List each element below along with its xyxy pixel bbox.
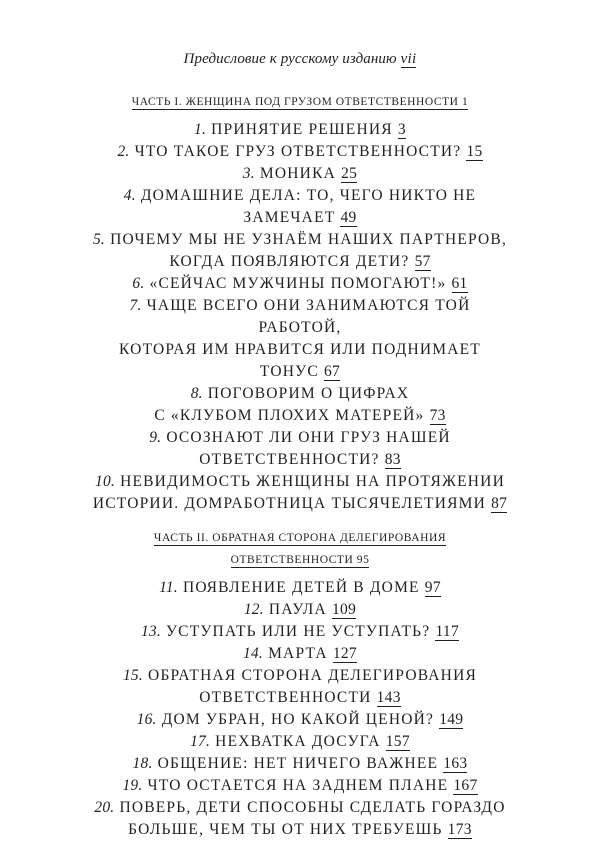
- chapter-page-number[interactable]: 127: [332, 645, 357, 662]
- chapter-title-text: ДОМАШНИЕ ДЕЛА: ТО, ЧЕГО НИКТО НЕ ЗАМЕЧАЕТ: [140, 187, 477, 226]
- chapter-title-text: ПОГОВОРИМ О ЦИФРАХ: [207, 385, 410, 402]
- chapter-entry[interactable]: [94, 577, 505, 599]
- chapter-title-line: [90, 383, 510, 405]
- chapter-title-line: [90, 141, 510, 163]
- chapter-entry[interactable]: [90, 229, 510, 273]
- chapter-title-text: ОТВЕТСТВЕННОСТИ?: [199, 451, 380, 468]
- chapter-title-line: [90, 229, 510, 251]
- part-2-title: ЧАСТЬ II. ОБРАТНАЯ СТОРОНА ДЕЛЕГИРОВАНИЯ ОТВЕТСТВЕННОСТИ: [153, 532, 447, 566]
- chapter-title-line: [94, 599, 505, 621]
- chapter-title-text: ПОЯВЛЕНИЕ ДЕТЕЙ В ДОМЕ: [182, 579, 420, 596]
- chapter-entry[interactable]: [94, 753, 505, 775]
- chapter-title-text: ОБРАТНАЯ СТОРОНА ДЕЛЕГИРОВАНИЯ: [148, 667, 477, 684]
- chapter-entry[interactable]: [90, 141, 510, 163]
- chapter-number: 3.: [242, 165, 255, 182]
- chapter-title-text: НЕХВАТКА ДОСУГА: [215, 733, 381, 750]
- chapter-title-line: [94, 753, 505, 775]
- chapter-title-line: [94, 621, 505, 643]
- chapter-number: 10.: [95, 473, 115, 490]
- chapter-title-line: [94, 709, 505, 731]
- chapter-entry[interactable]: [94, 643, 505, 665]
- chapter-title-line: [94, 775, 505, 797]
- chapter-title-line: [94, 687, 505, 709]
- chapter-entry[interactable]: [90, 427, 510, 471]
- chapter-entry[interactable]: [90, 471, 510, 515]
- chapter-number: 7.: [129, 297, 142, 314]
- chapter-title-text: ОТВЕТСТВЕННОСТИ: [199, 689, 372, 706]
- chapter-page-number[interactable]: 25: [341, 165, 358, 182]
- chapter-title-text: ПОВЕРЬ, ДЕТИ СПОСОБНЫ СДЕЛАТЬ ГОРАЗДО: [119, 799, 506, 816]
- chapter-page-number[interactable]: 73: [429, 407, 446, 424]
- chapter-title-line: [90, 427, 510, 449]
- chapter-entry[interactable]: [90, 295, 510, 383]
- chapter-page-number[interactable]: 117: [435, 623, 460, 640]
- chapter-entry[interactable]: [90, 163, 510, 185]
- chapter-number: 11.: [159, 579, 178, 596]
- chapter-page-number[interactable]: 149: [439, 711, 464, 728]
- chapter-number: 1.: [194, 121, 207, 138]
- chapter-title-text: КОТОРАЯ ИМ НРАВИТСЯ ИЛИ ПОДНИМАЕТ ТОНУС: [119, 341, 481, 380]
- chapter-page-number[interactable]: 61: [451, 275, 468, 292]
- preface-entry[interactable]: [184, 49, 417, 69]
- chapter-title-text: ИСТОРИИ. ДОМРАБОТНИЦА ТЫСЯЧЕЛЕТИЯМИ: [92, 495, 486, 512]
- chapter-title-line: [90, 251, 510, 273]
- chapter-title-line: [90, 405, 510, 427]
- chapter-title-line: [90, 295, 510, 339]
- chapter-title-line: [90, 471, 510, 493]
- chapter-entry[interactable]: [90, 383, 510, 427]
- chapter-page-number[interactable]: 3: [397, 121, 406, 138]
- chapter-title-text: ПОЧЕМУ МЫ НЕ УЗНАЁМ НАШИХ ПАРТНЕРОВ,: [110, 231, 508, 248]
- chapter-title-line: [90, 273, 510, 295]
- part-1-heading[interactable]: [132, 91, 469, 113]
- chapter-title-text: ОБЩЕНИЕ: НЕТ НИЧЕГО ВАЖНЕЕ: [157, 755, 439, 772]
- chapter-title-text: МОНИКА: [259, 165, 337, 182]
- chapter-page-number[interactable]: 109: [331, 601, 357, 618]
- part-2-heading[interactable]: [120, 527, 480, 571]
- part-1-chapter-list: [90, 119, 510, 515]
- chapter-title-text: С «КЛУБОМ ПЛОХИХ МАТЕРЕЙ»: [154, 407, 425, 424]
- preface-page-number[interactable]: vii: [400, 51, 417, 67]
- chapter-entry[interactable]: [94, 665, 505, 709]
- chapter-title-text: ЧАЩЕ ВСЕГО ОНИ ЗАНИМАЮТСЯ ТОЙ РАБОТОЙ,: [146, 297, 471, 336]
- part-1-page-number[interactable]: 1: [461, 96, 469, 108]
- chapter-title-line: [90, 449, 510, 471]
- chapter-page-number[interactable]: 163: [443, 755, 468, 772]
- chapter-entry[interactable]: [94, 599, 505, 621]
- chapter-page-number[interactable]: 83: [384, 451, 401, 468]
- chapter-title-line: [90, 339, 510, 383]
- chapter-page-number[interactable]: 15: [466, 143, 483, 160]
- chapter-number: 16.: [136, 711, 157, 728]
- chapter-page-number[interactable]: 173: [447, 821, 472, 838]
- chapter-title-line: [90, 493, 510, 515]
- chapter-title-text: БОЛЬШЕ, ЧЕМ ТЫ ОТ НИХ ТРЕБУЕШЬ: [128, 821, 443, 838]
- chapter-title-text: ПРИНЯТИЕ РЕШЕНИЯ: [211, 121, 393, 138]
- chapter-title-text: ОСОЗНАЮТ ЛИ ОНИ ГРУЗ НАШЕЙ: [166, 429, 451, 446]
- preface-label: Предисловие к русскому изданию: [183, 51, 397, 67]
- chapter-page-number[interactable]: 67: [323, 363, 341, 380]
- chapter-page-number[interactable]: 143: [376, 689, 401, 706]
- chapter-number: 14.: [243, 645, 263, 662]
- part-1-title: ЧАСТЬ I. ЖЕНЩИНА ПОД ГРУЗОМ ОТВЕТСТВЕННОСТИ: [131, 96, 459, 108]
- chapter-number: 6.: [132, 275, 145, 292]
- chapter-entry[interactable]: [90, 119, 510, 141]
- chapter-number: 15.: [122, 667, 143, 684]
- chapter-title-line: [90, 119, 510, 141]
- chapter-page-number[interactable]: 167: [453, 777, 478, 794]
- chapter-number: 13.: [140, 623, 161, 640]
- chapter-number: 9.: [149, 429, 162, 446]
- chapter-title-text: КОГДА ПОЯВЛЯЮТСЯ ДЕТИ?: [169, 253, 410, 270]
- chapter-entry[interactable]: [90, 185, 510, 229]
- chapter-title-text: МАРТА: [268, 645, 328, 662]
- chapter-number: 20.: [94, 799, 115, 816]
- chapter-title-text: ДОМ УБРАН, НО КАКОЙ ЦЕНОЙ?: [161, 711, 435, 728]
- chapter-entry[interactable]: [94, 797, 505, 841]
- chapter-number: 17.: [190, 733, 211, 750]
- chapter-entry[interactable]: [90, 273, 510, 295]
- chapter-number: 2.: [117, 143, 130, 160]
- chapter-entry[interactable]: [94, 709, 505, 731]
- chapter-title-text: «СЕЙЧАС МУЖЧИНЫ ПОМОГАЮТ!»: [149, 275, 447, 292]
- chapter-page-number[interactable]: 57: [414, 253, 431, 270]
- chapter-number: 5.: [92, 231, 105, 248]
- chapter-title-text: ЧТО ОСТАЕТСЯ НА ЗАДНЕМ ПЛАНЕ: [147, 777, 449, 794]
- chapter-number: 18.: [132, 755, 153, 772]
- chapter-entry[interactable]: [94, 775, 505, 797]
- chapter-title-line: [94, 665, 505, 687]
- chapter-title-line: [90, 163, 510, 185]
- chapter-page-number[interactable]: 97: [424, 579, 441, 596]
- chapter-title-text: ЧТО ТАКОЕ ГРУЗ ОТВЕТСТВЕННОСТИ?: [134, 143, 462, 160]
- chapter-title-text: ПАУЛА: [268, 601, 327, 618]
- chapter-entry[interactable]: [94, 621, 505, 643]
- chapter-title-text: УСТУПАТЬ ИЛИ НЕ УСТУПАТЬ?: [166, 623, 431, 640]
- chapter-page-number[interactable]: 49: [340, 209, 357, 226]
- chapter-title-line: [94, 577, 505, 599]
- chapter-title-line: [94, 819, 505, 841]
- chapter-number: 12.: [243, 601, 264, 618]
- chapter-title-line: [94, 643, 505, 665]
- chapter-number: 8.: [190, 385, 203, 402]
- part-2-page-number[interactable]: 95: [356, 554, 370, 566]
- chapter-title-line: [90, 185, 510, 229]
- chapter-page-number[interactable]: 157: [385, 733, 410, 750]
- chapter-page-number[interactable]: 87: [491, 495, 508, 512]
- chapter-title-line: [94, 797, 505, 819]
- part-2-chapter-list: [94, 577, 505, 841]
- chapter-title-text: НЕВИДИМОСТЬ ЖЕНЩИНЫ НА ПРОТЯЖЕНИИ: [120, 473, 505, 490]
- chapter-number: 19.: [122, 777, 143, 794]
- chapter-number: 4.: [123, 187, 136, 204]
